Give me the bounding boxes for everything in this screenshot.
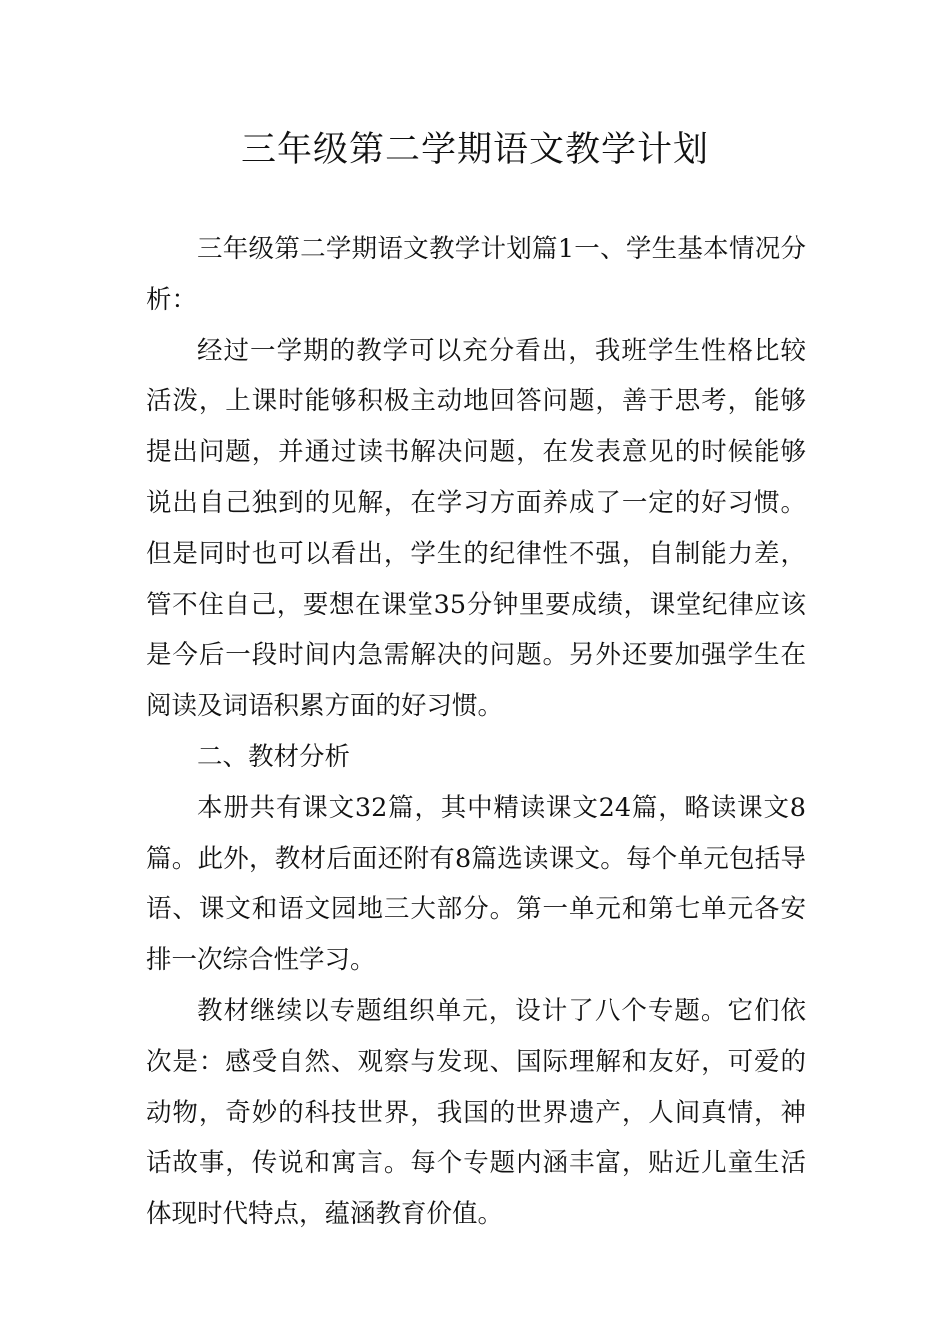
paragraph-textbook-themes: 教材继续以专题组织单元，设计了八个专题。它们依次是：感受自然、观察与发现、国际理解和友好，可爱的动物，奇妙的科技世界，我国的世界遗产，人间真情，神话故事，传说和寓言。每个专题内涵丰富，贴近儿童生活体现时代特点，蕴涵教育价值。 xyxy=(146,995,806,1230)
section-heading-textbook-analysis: 二、教材分析 xyxy=(197,741,351,772)
document-body xyxy=(146,224,806,1240)
paragraph-student-analysis: 经过一学期的教学可以充分看出，我班学生性格比较活泼，上课时能够积极主动地回答问题，善于思考，能够提出问题，并通过读书解决问题，在发表意见的时候能够说出自己独到的见解，在学习方面养成了一定的好习惯。但是同时也可以看出，学生的纪律性不强，自制能力差，管不住自己，要想在课堂35分钟里要成绩，课堂纪律应该是今后一段时间内急需解决的问题。另外还要加强学生在阅读及词语积累方面的好习惯。 xyxy=(146,335,806,722)
paragraph-textbook-overview: 本册共有课文32篇，其中精读课文24篇，略读课文8篇。此外，教材后面还附有8篇选读课文。每个单元包括导语、课文和语文园地三大部分。第一单元和第七单元各安排一次综合性学习。 xyxy=(146,792,806,976)
paragraph-intro: 三年级第二学期语文教学计划篇1一、学生基本情况分析： xyxy=(146,234,806,315)
page-title: 三年级第二学期语文教学计划 xyxy=(240,130,709,170)
